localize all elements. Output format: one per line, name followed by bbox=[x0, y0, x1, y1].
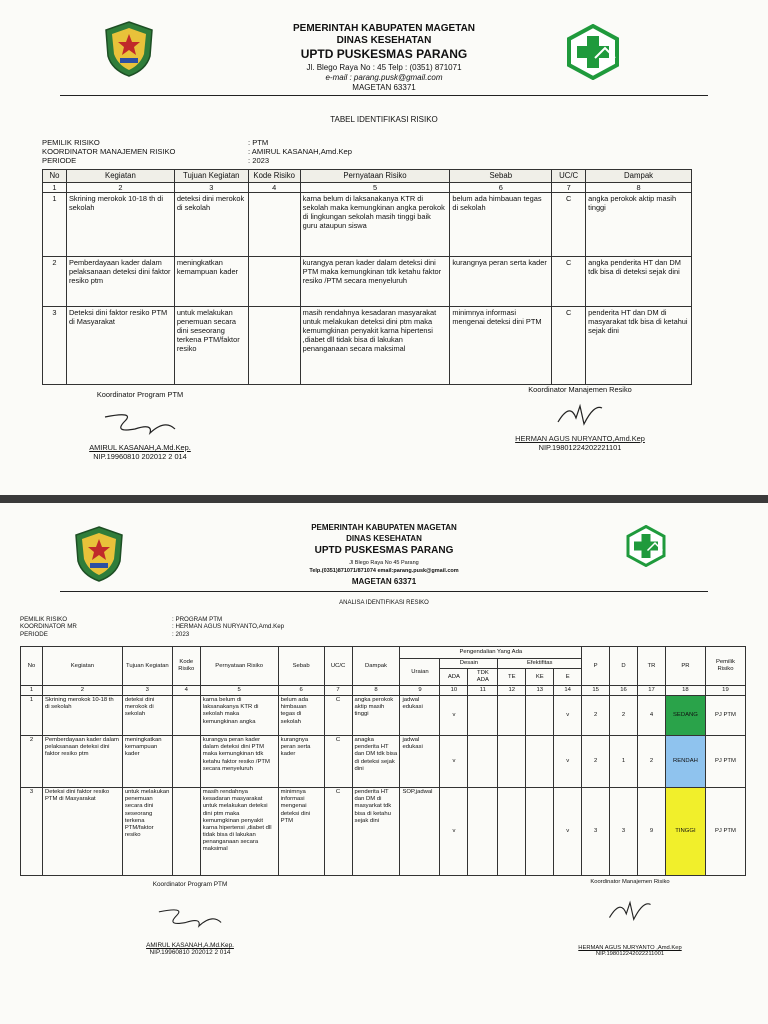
cell-sebab: minimnya informasi mengenai deteksi dini PTM bbox=[450, 306, 552, 384]
meta-period-label: PERIODE bbox=[42, 156, 77, 166]
signer-name: HERMAN AGUS NURYANTO ,Amd.Kep bbox=[578, 945, 682, 951]
cell-tujuan: untuk melakukan penemuan secara dini seseorang terkena PTM/faktor resiko bbox=[122, 788, 172, 876]
col-number: 3 bbox=[174, 182, 248, 192]
cell-dampak: angka perokok aktip masih tinggi bbox=[352, 696, 400, 736]
letterhead bbox=[60, 0, 708, 96]
cell-uraian: jadwal edukasi bbox=[400, 736, 440, 788]
column-numbers bbox=[43, 182, 692, 192]
signer-role: Koordinator Manajemen Risiko bbox=[590, 879, 670, 885]
cell-p: 2 bbox=[582, 696, 610, 736]
cell-e: v bbox=[554, 736, 582, 788]
org-name: UPTD PUSKESMAS PARANG bbox=[300, 47, 468, 61]
col-number: 7 bbox=[324, 686, 352, 696]
cell-tdk-ada bbox=[468, 736, 498, 788]
cell-ucc: C bbox=[324, 696, 352, 736]
signer-name: HERMAN AGUS NURYANTO,Amd.Kep bbox=[515, 434, 645, 443]
col-ucc: UC/C bbox=[324, 647, 352, 686]
col-sebab: Sebab bbox=[450, 170, 552, 183]
cell-pernyataan: masih rendahnya kesadaran masyarakat untuk melakukan deteksi dini ptm maka kemumgkinan penyakit karna hipertensi ,diabet dll tidak bisa di lakukan penanganaan secara maksimal bbox=[200, 788, 278, 876]
signature-icon bbox=[602, 891, 658, 931]
column-numbers bbox=[21, 686, 746, 696]
cell-sebab: minimnya informasi mengenai deteksi dini PTM bbox=[278, 788, 324, 876]
cell-no: 1 bbox=[43, 192, 67, 256]
meta-coordinator-label: KOORDINATOR MR bbox=[20, 623, 77, 631]
cell-kode bbox=[248, 192, 300, 256]
table-row bbox=[21, 736, 746, 788]
cell-tr: 9 bbox=[638, 788, 666, 876]
metadata-labels bbox=[42, 138, 175, 165]
cell-pr-sedang: SEDANG bbox=[665, 696, 705, 736]
cell-tujuan: meningkatkan kemampuan kader bbox=[174, 256, 248, 306]
email: e-mail : parang.pusk@gmail.com bbox=[325, 73, 443, 82]
table-row bbox=[21, 696, 746, 736]
col-ke: KE bbox=[526, 669, 554, 686]
col-kode: Kode Risiko bbox=[172, 647, 200, 686]
col-number: 19 bbox=[705, 686, 745, 696]
cell-tr: 2 bbox=[638, 736, 666, 788]
puskesmas-logo-icon bbox=[625, 525, 667, 567]
col-no: No bbox=[43, 170, 67, 183]
signature-block-right bbox=[545, 879, 715, 957]
col-pemilik: Pemilik Risiko bbox=[705, 647, 745, 686]
metadata-values bbox=[248, 138, 352, 165]
col-number: 5 bbox=[200, 686, 278, 696]
cell-kegiatan: Skrining merokok 10-18 th di sekolah bbox=[66, 192, 174, 256]
cell-e: v bbox=[554, 788, 582, 876]
cell-pemilik: PJ PTM bbox=[705, 736, 745, 788]
cell-dampak: anagka penderita HT dan DM tdk bisa di deteksi sejak dini bbox=[352, 736, 400, 788]
cell-ada: v bbox=[440, 736, 468, 788]
table-row bbox=[21, 788, 746, 876]
document-title: TABEL IDENTIFIKASI RISIKO bbox=[330, 115, 438, 124]
col-ucc: UC/C bbox=[552, 170, 586, 183]
table-row bbox=[43, 306, 692, 384]
cell-pernyataan: kurangya peran kader dalam deteksi dini PTM maka kemungkinan tdk ketahu faktor resiko /PTM secara menyeluruh bbox=[300, 256, 450, 306]
cell-e: v bbox=[554, 696, 582, 736]
cell-te bbox=[498, 736, 526, 788]
col-pernyataan: Pernyataan Risiko bbox=[300, 170, 450, 183]
signer-nip: NIP.19960810 202012 2 014 bbox=[149, 949, 231, 956]
meta-period-value: : 2023 bbox=[248, 156, 270, 166]
cell-p: 3 bbox=[582, 788, 610, 876]
cell-kode bbox=[248, 256, 300, 306]
cell-dampak: angka penderita HT dan DM tdk bisa di deteksi sejak dini bbox=[586, 256, 692, 306]
gov-name: PEMERINTAH KABUPATEN MAGETAN bbox=[292, 23, 476, 34]
cell-pemilik: PJ PTM bbox=[705, 788, 745, 876]
col-number: 18 bbox=[665, 686, 705, 696]
col-desain: Desain bbox=[440, 659, 498, 669]
meta-owner-label: PEMILIK RISIKO bbox=[20, 616, 68, 623]
signer-nip: NIP.19801224202221101 bbox=[538, 443, 622, 452]
col-te: TE bbox=[498, 669, 526, 686]
meta-period-value: : 2023 bbox=[172, 630, 190, 638]
col-pr: PR bbox=[665, 647, 705, 686]
col-number: 9 bbox=[400, 686, 440, 696]
cell-te bbox=[498, 788, 526, 876]
cell-p: 2 bbox=[582, 736, 610, 788]
col-ada: ADA bbox=[440, 669, 468, 686]
col-number: 3 bbox=[122, 686, 172, 696]
col-efektifitas: Efektifitas bbox=[498, 659, 582, 669]
cell-tdk-ada bbox=[468, 788, 498, 876]
cell-pernyataan: kurangya peran kader dalam deteksi dini PTM maka kemungkinan tdk ketahu faktor resiko /PTM secara menyeluruh bbox=[200, 736, 278, 788]
col-no: No bbox=[21, 647, 43, 686]
cell-ucc: C bbox=[324, 788, 352, 876]
cell-sebab: belum ada himbauan tegas di sekolah bbox=[278, 696, 324, 736]
cell-kegiatan: Deteksi dini faktor resiko PTM di Masyarakat bbox=[42, 788, 122, 876]
cell-pernyataan: masih rendahnya kesadaran masyarakat untuk melakukan deteksi dini ptm maka kemumgkinan penyakit karna hipertensi ,diabet dll tidak bisa di lakukan penanganaan secara maksimal bbox=[300, 306, 450, 384]
risk-analysis-table bbox=[20, 646, 746, 876]
col-pernyataan: Pernyataan Risiko bbox=[200, 647, 278, 686]
cell-sebab: belum ada himbauan tegas di sekolah bbox=[450, 192, 552, 256]
meta-coordinator-value: : AMIRUL KASANAH,Amd.Kep bbox=[248, 147, 352, 157]
cell-pemilik: PJ PTM bbox=[705, 696, 745, 736]
signer-nip: NIP.198012242022211001 bbox=[595, 951, 665, 957]
cell-no: 1 bbox=[21, 696, 43, 736]
cell-no: 3 bbox=[43, 306, 67, 384]
col-number: 16 bbox=[610, 686, 638, 696]
cell-pernyataan: karna belum di laksanakanya KTR di sekolah maka kemungkinan angka perokok di lingkungan sekolah masih tinggi baik guru ataupun siswa bbox=[300, 192, 450, 256]
signature-icon bbox=[150, 902, 230, 936]
cell-ucc: C bbox=[552, 306, 586, 384]
cell-kode bbox=[172, 736, 200, 788]
cell-ucc: C bbox=[324, 736, 352, 788]
col-pengendalian: Pengendalian Yang Ada bbox=[400, 647, 582, 659]
cell-kode bbox=[248, 306, 300, 384]
meta-owner-value: : PTM bbox=[248, 138, 269, 147]
agency-name: DINAS KESEHATAN bbox=[336, 35, 432, 46]
cell-sebab: kurangnya peran serta kader bbox=[450, 256, 552, 306]
col-tr: TR bbox=[638, 647, 666, 686]
col-tujuan: Tujuan Kegiatan bbox=[122, 647, 172, 686]
cell-dampak: angka perokok aktip masih tinggi bbox=[586, 192, 692, 256]
col-number: 17 bbox=[638, 686, 666, 696]
col-number: 4 bbox=[248, 182, 300, 192]
cell-d: 2 bbox=[610, 696, 638, 736]
cell-ada: v bbox=[440, 696, 468, 736]
meta-coordinator-label: KOORDINATOR MANAJEMEN RISIKO bbox=[42, 147, 176, 157]
col-number: 2 bbox=[42, 686, 122, 696]
meta-coordinator-value: : HERMAN AGUS NURYANTO,Amd.Kep bbox=[172, 623, 285, 631]
cell-pr-rendah: RENDAH bbox=[665, 736, 705, 788]
cell-kegiatan: Pemberdayaan kader dalam pelaksanaan deteksi dini faktor resiko ptm bbox=[42, 736, 122, 788]
metadata-labels bbox=[20, 616, 77, 638]
metadata-values bbox=[172, 616, 284, 638]
puskesmas-logo-icon bbox=[565, 24, 621, 80]
col-number: 4 bbox=[172, 686, 200, 696]
cell-no: 2 bbox=[21, 736, 43, 788]
cell-te bbox=[498, 696, 526, 736]
letterhead bbox=[60, 503, 708, 592]
cell-sebab: kurangnya peran serta kader bbox=[278, 736, 324, 788]
col-kode: Kode Risiko bbox=[248, 170, 300, 183]
col-number: 7 bbox=[552, 182, 586, 192]
col-tdk-ada: TDK ADA bbox=[468, 669, 498, 686]
telephone: Telp.(0351)871071/871074 email:parang.pusk@gmail.com bbox=[309, 568, 459, 574]
signer-name: AMIRUL KASANAH,A.Md.Kep. bbox=[89, 443, 191, 452]
page-1 bbox=[0, 0, 768, 495]
address: Jl. Blego Raya No : 45 Telp : (0351) 871071 bbox=[306, 63, 462, 72]
col-number: 5 bbox=[300, 182, 450, 192]
col-number: 10 bbox=[440, 686, 468, 696]
col-tujuan: Tujuan Kegiatan bbox=[174, 170, 248, 183]
col-kegiatan: Kegiatan bbox=[66, 170, 174, 183]
col-dampak: Dampak bbox=[586, 170, 692, 183]
col-p: P bbox=[582, 647, 610, 686]
table-header bbox=[21, 647, 746, 659]
col-number: 2 bbox=[66, 182, 174, 192]
col-number: 8 bbox=[352, 686, 400, 696]
cell-kegiatan: Deteksi dini faktor resiko PTM di Masyarakat bbox=[66, 306, 174, 384]
col-number: 6 bbox=[450, 182, 552, 192]
cell-pernyataan: karna belum di laksanakanya KTR di sekolah maka kemungkinan angka bbox=[200, 696, 278, 736]
table-row bbox=[43, 256, 692, 306]
col-d: D bbox=[610, 647, 638, 686]
col-number: 13 bbox=[526, 686, 554, 696]
cell-ada: v bbox=[440, 788, 468, 876]
gov-name: PEMERINTAH KABUPATEN MAGETAN bbox=[311, 523, 457, 532]
col-kegiatan: Kegiatan bbox=[42, 647, 122, 686]
col-uraian: Uraian bbox=[400, 659, 440, 686]
cell-tr: 4 bbox=[638, 696, 666, 736]
cell-kegiatan: Pemberdayaan kader dalam pelaksanaan deteksi dini faktor resiko ptm bbox=[66, 256, 174, 306]
col-number: 1 bbox=[43, 182, 67, 192]
col-sebab: Sebab bbox=[278, 647, 324, 686]
city: MAGETAN 63371 bbox=[352, 83, 416, 92]
signature-block-left bbox=[110, 881, 270, 956]
col-dampak: Dampak bbox=[352, 647, 400, 686]
cell-kode bbox=[172, 788, 200, 876]
agency-name: DINAS KESEHATAN bbox=[346, 534, 422, 543]
cell-no: 2 bbox=[43, 256, 67, 306]
cell-kode bbox=[172, 696, 200, 736]
signer-name: AMIRUL KASANAH,A.Md.Kep. bbox=[146, 942, 234, 949]
col-number: 1 bbox=[21, 686, 43, 696]
col-e: E bbox=[554, 669, 582, 686]
cell-tujuan: untuk melakukan penemuan secara dini seseorang terkena PTM/faktor resiko bbox=[174, 306, 248, 384]
signature-block-left bbox=[60, 390, 220, 461]
meta-owner-label: PEMILIK RISIKO bbox=[42, 138, 100, 147]
cell-d: 3 bbox=[610, 788, 638, 876]
cell-dampak: penderita HT dan DM di masyarkat tdk bisa di ketahu sejak dini bbox=[352, 788, 400, 876]
org-name: UPTD PUSKESMAS PARANG bbox=[314, 545, 454, 556]
col-number: 11 bbox=[468, 686, 498, 696]
cell-tujuan: deteksi dini merokok di sekolah bbox=[122, 696, 172, 736]
risk-identification-table bbox=[42, 169, 692, 385]
cell-ucc: C bbox=[552, 256, 586, 306]
cell-ke bbox=[526, 736, 554, 788]
signer-role: Koordinator Program PTM bbox=[96, 390, 184, 399]
cell-tujuan: deteksi dini merokok di sekolah bbox=[174, 192, 248, 256]
signer-role: Koordinator Program PTM bbox=[152, 881, 228, 888]
cell-ucc: C bbox=[552, 192, 586, 256]
city: MAGETAN 63371 bbox=[351, 577, 417, 586]
address: Jl Blego Raya No 45 Parang bbox=[349, 560, 419, 566]
meta-owner-value: : PROGRAM PTM bbox=[172, 616, 223, 623]
cell-uraian: SOP,jadwal bbox=[400, 788, 440, 876]
col-number: 14 bbox=[554, 686, 582, 696]
cell-ke bbox=[526, 788, 554, 876]
table-header bbox=[43, 170, 692, 183]
cell-pr-tinggi: TINGGI bbox=[665, 788, 705, 876]
signature-icon bbox=[550, 398, 610, 432]
cell-ke bbox=[526, 696, 554, 736]
cell-no: 3 bbox=[21, 788, 43, 876]
document-title: ANALISA IDENTIFIKASI RESIKO bbox=[339, 600, 429, 606]
cell-dampak: penderita HT dan DM di masyarakat tdk bisa di ketahui sejak dini bbox=[586, 306, 692, 384]
cell-kegiatan: Skrining merokok 10-18 th di sekolah bbox=[42, 696, 122, 736]
col-number: 6 bbox=[278, 686, 324, 696]
table-row bbox=[43, 192, 692, 256]
page-2 bbox=[0, 503, 768, 1024]
col-number: 12 bbox=[498, 686, 526, 696]
meta-period-label: PERIODE bbox=[20, 630, 48, 638]
cell-d: 1 bbox=[610, 736, 638, 788]
signature-block-right bbox=[490, 385, 670, 452]
signer-nip: NIP.19960810 202012 2 014 bbox=[93, 452, 187, 461]
col-number: 8 bbox=[586, 182, 692, 192]
signer-role: Koordinator Manajemen Resiko bbox=[528, 385, 632, 394]
cell-uraian: jadwal edukasi bbox=[400, 696, 440, 736]
signature-icon bbox=[95, 409, 185, 441]
col-number: 15 bbox=[582, 686, 610, 696]
cell-tujuan: meningkatkan kemampuan kader bbox=[122, 736, 172, 788]
cell-tdk-ada bbox=[468, 696, 498, 736]
